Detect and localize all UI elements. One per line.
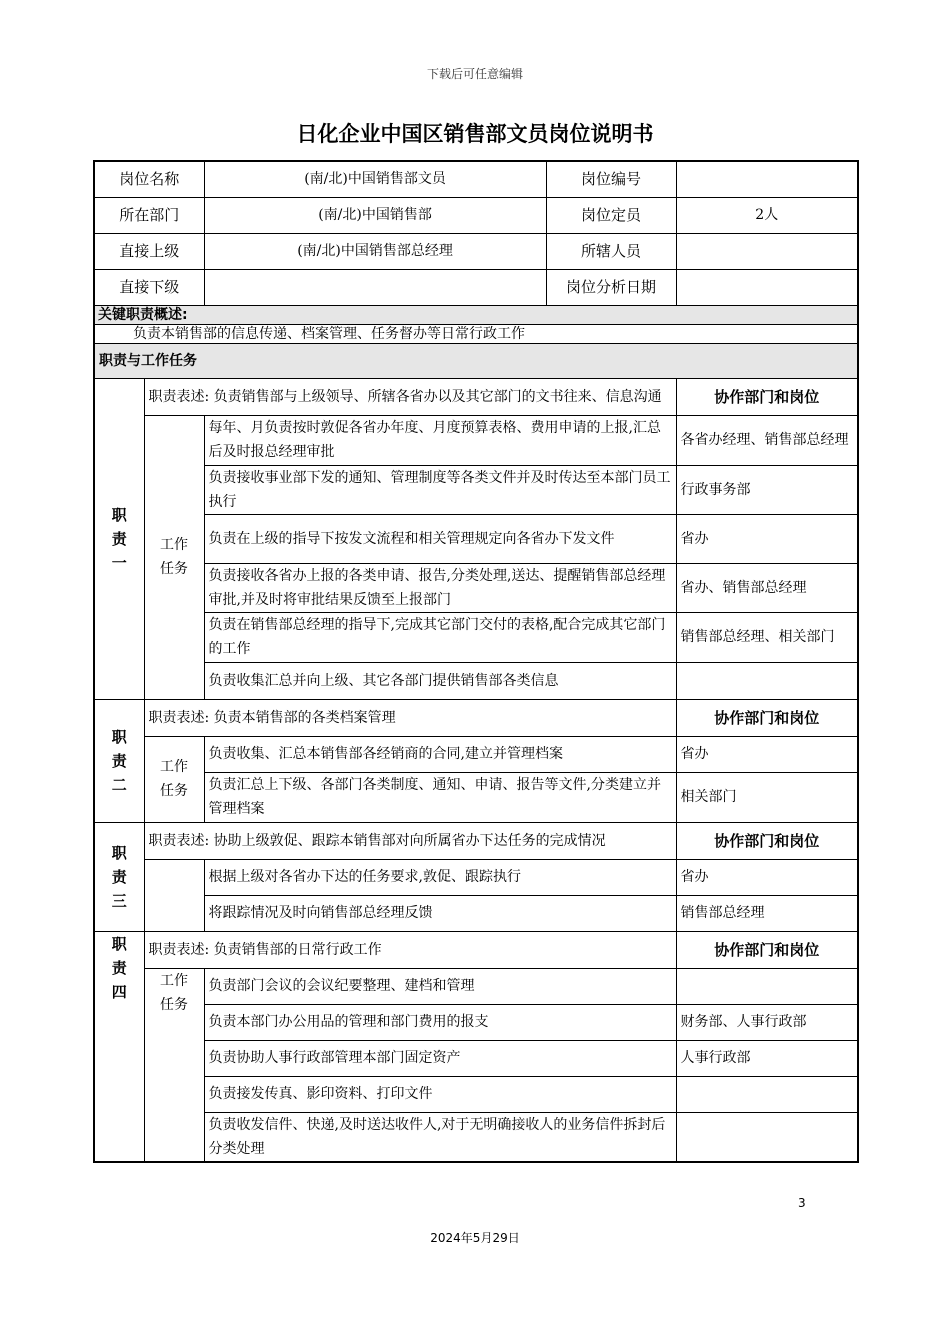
page-number: 3 bbox=[798, 1196, 806, 1210]
job-description-table bbox=[93, 160, 859, 1163]
task-row bbox=[94, 968, 858, 1004]
duty-description-row bbox=[94, 378, 858, 415]
superior-label: 直接上级 bbox=[94, 233, 204, 269]
duty-label: 职责一 bbox=[94, 378, 144, 699]
task-dept: 省办 bbox=[676, 736, 858, 772]
task-row bbox=[94, 859, 858, 895]
task-label: 工作任务 bbox=[144, 415, 204, 699]
duty-description: 职责表述: 负责销售部与上级领导、所辖各省办以及其它部门的文书往来、信息沟通 bbox=[144, 378, 676, 415]
duty-description-row bbox=[94, 931, 858, 968]
collab-header: 协作部门和岗位 bbox=[676, 822, 858, 859]
task-text: 负责收集、汇总本销售部各经销商的合同,建立并管理档案 bbox=[204, 736, 676, 772]
summary-text: 负责本销售部的信息传递、档案管理、任务督办等日常行政工作 bbox=[95, 324, 857, 343]
subordinates-count-value bbox=[676, 233, 858, 269]
duty-label: 职责四 bbox=[94, 931, 144, 1162]
task-row bbox=[94, 772, 858, 822]
task-dept bbox=[676, 968, 858, 1004]
task-dept: 省办、销售部总经理 bbox=[676, 563, 858, 612]
task-dept: 各省办经理、销售部总经理 bbox=[676, 415, 858, 465]
task-text: 负责收集汇总并向上级、其它各部门提供销售部各类信息 bbox=[204, 662, 676, 699]
task-dept bbox=[676, 1076, 858, 1112]
position-code-value bbox=[676, 161, 858, 197]
department-label: 所在部门 bbox=[94, 197, 204, 233]
duty-description-row bbox=[94, 822, 858, 859]
task-text: 负责本部门办公用品的管理和部门费用的报支 bbox=[204, 1004, 676, 1040]
headcount-label: 岗位定员 bbox=[546, 197, 676, 233]
task-text: 将跟踪情况及时向销售部总经理反馈 bbox=[204, 895, 676, 931]
task-dept bbox=[676, 662, 858, 699]
task-row bbox=[94, 465, 858, 514]
subordinates-count-label: 所辖人员 bbox=[546, 233, 676, 269]
duty-description: 职责表述: 负责销售部的日常行政工作 bbox=[144, 931, 676, 968]
info-row bbox=[94, 233, 858, 269]
duty-label: 职责二 bbox=[94, 699, 144, 822]
collab-header: 协作部门和岗位 bbox=[676, 378, 858, 415]
task-row bbox=[94, 612, 858, 662]
task-row bbox=[94, 1076, 858, 1112]
task-dept: 人事行政部 bbox=[676, 1040, 858, 1076]
headcount-value: 2人 bbox=[676, 197, 858, 233]
task-row bbox=[94, 514, 858, 563]
position-name-value: (南/北)中国销售部文员 bbox=[204, 161, 546, 197]
document-title: 日化企业中国区销售部文员岗位说明书 bbox=[296, 122, 654, 146]
subordinate-value bbox=[204, 269, 546, 305]
task-text: 负责收发信件、快递,及时送达收件人,对于无明确接收人的业务信件拆封后分类处理 bbox=[204, 1112, 676, 1162]
task-dept: 省办 bbox=[676, 514, 858, 563]
task-row bbox=[94, 662, 858, 699]
task-text: 负责汇总上下级、各部门各类制度、通知、申请、报告等文件,分类建立并管理档案 bbox=[204, 772, 676, 822]
task-label: 工作任务 bbox=[144, 736, 204, 822]
department-value: (南/北)中国销售部 bbox=[204, 197, 546, 233]
task-text: 负责在上级的指导下按发文流程和相关管理规定向各省办下发文件 bbox=[204, 514, 676, 563]
duty-label: 职责三 bbox=[94, 822, 144, 931]
task-dept: 行政事务部 bbox=[676, 465, 858, 514]
duties-header-row bbox=[94, 343, 858, 378]
analysis-date-label: 岗位分析日期 bbox=[546, 269, 676, 305]
task-row bbox=[94, 415, 858, 465]
task-row bbox=[94, 1004, 858, 1040]
subordinate-label: 直接下级 bbox=[94, 269, 204, 305]
analysis-date-value bbox=[676, 269, 858, 305]
task-dept: 省办 bbox=[676, 859, 858, 895]
task-dept: 销售部总经理 bbox=[676, 895, 858, 931]
info-row bbox=[94, 197, 858, 233]
task-text: 负责接发传真、影印资料、打印文件 bbox=[204, 1076, 676, 1112]
task-dept: 销售部总经理、相关部门 bbox=[676, 612, 858, 662]
task-label-empty bbox=[144, 859, 204, 931]
duty-description: 职责表述: 负责本销售部的各类档案管理 bbox=[144, 699, 676, 736]
duties-header: 职责与工作任务 bbox=[94, 343, 858, 378]
task-row bbox=[94, 1040, 858, 1076]
task-text: 根据上级对各省办下达的任务要求,敦促、跟踪执行 bbox=[204, 859, 676, 895]
task-row bbox=[94, 736, 858, 772]
collab-header: 协作部门和岗位 bbox=[676, 699, 858, 736]
task-row bbox=[94, 1112, 858, 1162]
task-text: 每年、月负责按时敦促各省办年度、月度预算表格、费用申请的上报,汇总后及时报总经理审批 bbox=[204, 415, 676, 465]
task-text: 负责接收事业部下发的通知、管理制度等各类文件并及时传达至本部门员工执行 bbox=[204, 465, 676, 514]
footer-date: 2024年5月29日 bbox=[430, 1231, 520, 1245]
duty-description: 职责表述: 协助上级敦促、跟踪本销售部对向所属省办下达任务的完成情况 bbox=[144, 822, 676, 859]
summary-row bbox=[94, 305, 858, 343]
info-row bbox=[94, 161, 858, 197]
position-code-label: 岗位编号 bbox=[546, 161, 676, 197]
task-dept: 财务部、人事行政部 bbox=[676, 1004, 858, 1040]
task-text: 负责部门会议的会议纪要整理、建档和管理 bbox=[204, 968, 676, 1004]
task-text: 负责接收各省办上报的各类申请、报告,分类处理,送达、提醒销售部总经理审批,并及时将审批结果反馈至上报部门 bbox=[204, 563, 676, 612]
duty-description-row bbox=[94, 699, 858, 736]
summary-title: 关键职责概述: bbox=[95, 306, 857, 324]
superior-value: (南/北)中国销售部总经理 bbox=[204, 233, 546, 269]
task-row bbox=[94, 563, 858, 612]
position-name-label: 岗位名称 bbox=[94, 161, 204, 197]
task-dept bbox=[676, 1112, 858, 1162]
info-row bbox=[94, 269, 858, 305]
task-text: 负责协助人事行政部管理本部门固定资产 bbox=[204, 1040, 676, 1076]
task-text: 负责在销售部总经理的指导下,完成其它部门交付的表格,配合完成其它部门的工作 bbox=[204, 612, 676, 662]
task-dept: 相关部门 bbox=[676, 772, 858, 822]
header-note: 下载后可任意编辑 bbox=[426, 67, 523, 81]
task-label: 工作任务 bbox=[144, 968, 204, 1162]
task-row bbox=[94, 895, 858, 931]
collab-header: 协作部门和岗位 bbox=[676, 931, 858, 968]
